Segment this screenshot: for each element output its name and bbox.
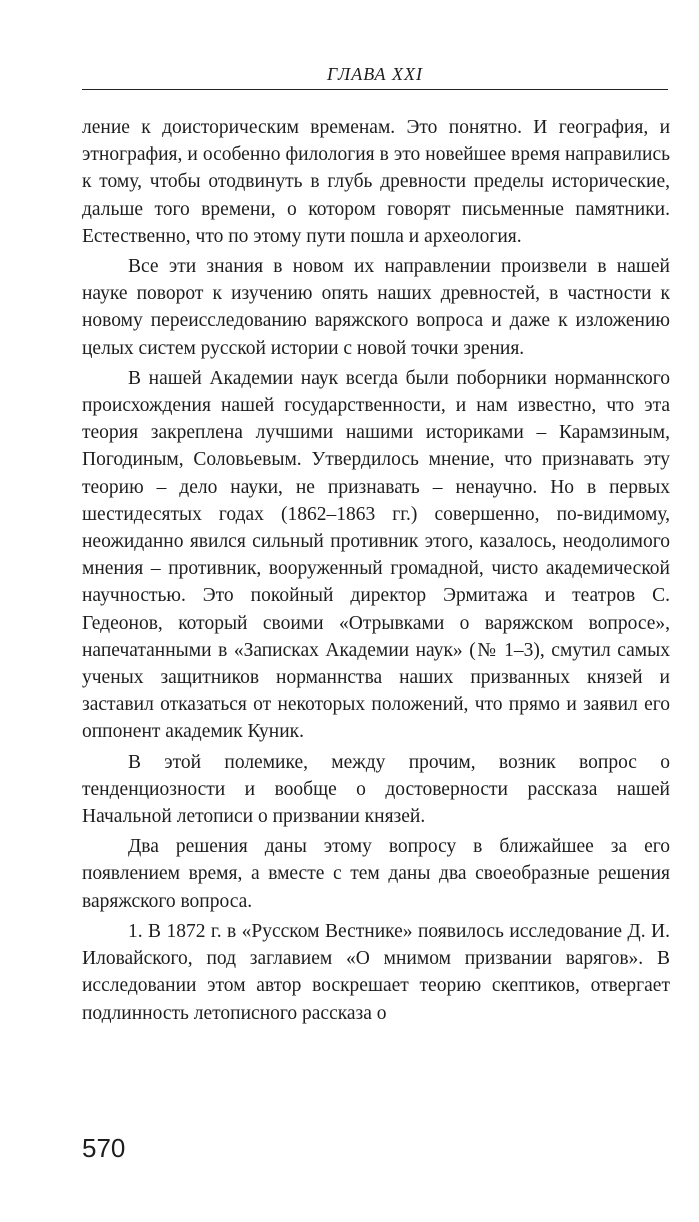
header-rule (82, 89, 668, 90)
paragraph-4: В этой полемике, между прочим, возник вопрос о тенденциозности и вообще о достоверности рассказа нашей Начальной летописи о призвании князей. (82, 751, 670, 828)
paragraph-3: В нашей Академии наук всегда были поборники норманнского происхождения нашей государственности, и нам известно, что эта теория закреплена лучшими нашими историками – Карамзиным, Погодиным, Соловьевым. Утвердилось мнение, что признавать эту теорию – дело науки, не признавать – ненаучно. Но в первых шестидесятых годах (1862–1863 гг.) совершенно, по-видимому, неожиданно явился сильный противник этого, казалось, неодолимого мнения – противник, вооруженный громадной, чисто академической научностью. Это покойный директор Эрмитажа и театров С. Гедеонов, который своими «Отрывками о варяжском вопросе», напечатанными в «Записках Академии наук» (№ 1–3), смутил самых ученых защитников норманнства наших призванных князей и заставил отказаться от некоторых положений, что прямо и заявил его оппонент академик Куник. (82, 367, 670, 743)
body-text (82, 114, 670, 1027)
paragraph-5: Два решения даны этому вопросу в ближайшее за его появлением время, а вместе с тем даны два своеобразные решения варяжского вопроса. (82, 836, 670, 912)
page-number: 570 (82, 1133, 126, 1163)
running-head: ГЛАВА XXI (327, 64, 423, 84)
paragraph-2: Все эти знания в новом их направлении произвели в нашей науке поворот к изучению опять наших древностей, в частности к новому переисследованию варяжского вопроса и даже к изложению целых систем русской истории с новой точки зрения. (82, 256, 670, 359)
paragraph-6: 1. В 1872 г. в «Русском Вестнике» появилось исследование Д. И. Иловайского, под заглавием «О мнимом призвании варягов». В исследовании этом автор воскрешает теорию скептиков, отвергает подлинность летописного рассказа о (82, 920, 670, 1024)
paragraph-1: ление к доисторическим временам. Это понятно. И география, и этнография, и особенно филология в это новейшее время направились к тому, чтобы отодвинуть в глубь древности пределы исторические, дальше того времени, о котором говорят письменные памятники. Естественно, что по этому пути пошла и археология. (82, 117, 670, 247)
